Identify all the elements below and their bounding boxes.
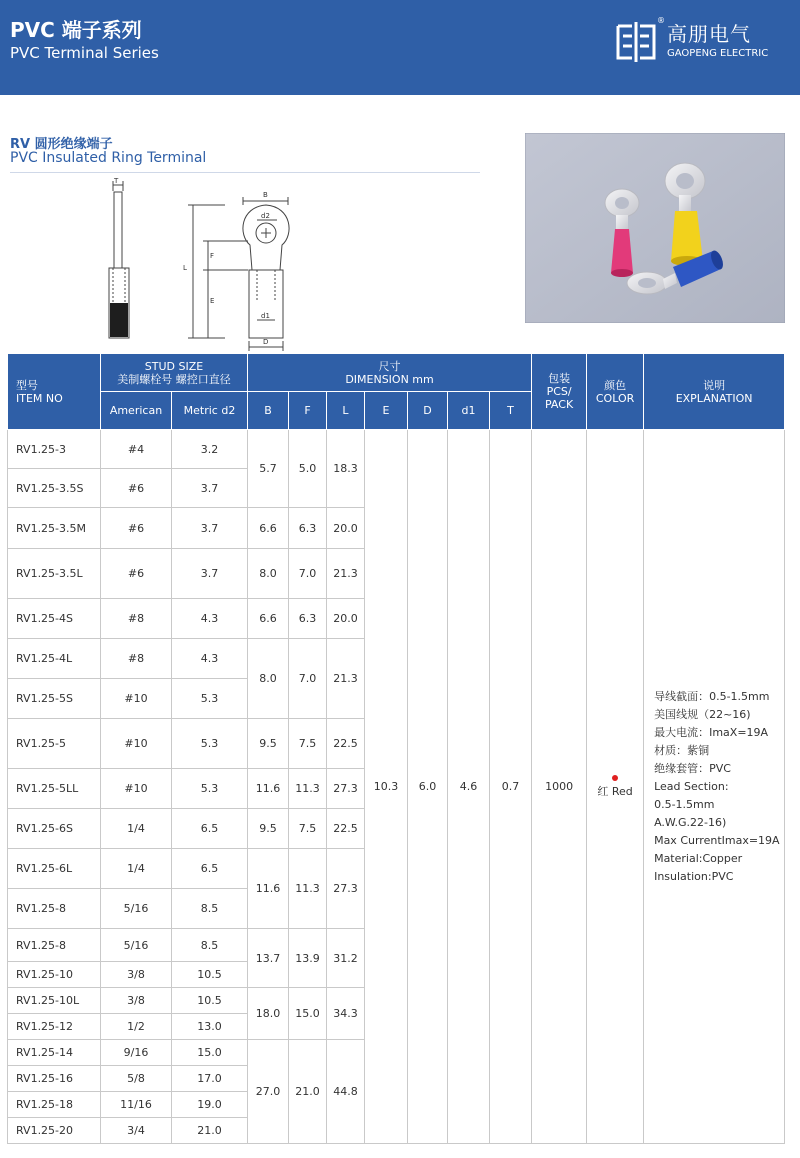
cell-metric: 13.0 (172, 1014, 248, 1040)
cell-item: RV1.25-16 (8, 1066, 101, 1092)
header-dimension (248, 354, 532, 392)
header-item-no (8, 354, 101, 430)
header-item-en: ITEM NO (16, 391, 63, 405)
color-label: 红 Red (597, 785, 633, 798)
cell-metric: 17.0 (172, 1066, 248, 1092)
header-american: American (101, 392, 172, 430)
header-pack-en1: PCS/ (546, 385, 572, 398)
header-expl-en: EXPLANATION (675, 391, 753, 405)
cell-item: RV1.25-5S (8, 679, 101, 719)
cell-B: 18.0 (248, 988, 289, 1040)
label-L: L (183, 264, 187, 272)
expl-line: 美国线规（22~16) (654, 707, 751, 721)
cell-american: 5/8 (101, 1066, 172, 1092)
brand (615, 18, 785, 68)
header-E: E (365, 392, 408, 430)
page-title-en: PVC Terminal Series (10, 44, 159, 62)
cell-L: 21.3 (327, 639, 365, 719)
cell-item: RV1.25-5 (8, 719, 101, 769)
cell-american: 1/4 (101, 809, 172, 849)
label-T: T (114, 177, 119, 185)
cell-F: 6.3 (289, 599, 327, 639)
cell-metric: 6.5 (172, 809, 248, 849)
spec-table (7, 353, 785, 1144)
cell-F: 11.3 (289, 769, 327, 809)
cell-F: 6.3 (289, 508, 327, 549)
cell-metric: 10.5 (172, 962, 248, 988)
cell-L: 31.2 (327, 929, 365, 988)
cell-d1: 4.6 (448, 430, 490, 1144)
cell-L: 22.5 (327, 809, 365, 849)
cell-L: 34.3 (327, 988, 365, 1040)
header-color (587, 354, 644, 430)
cell-item: RV1.25-3 (8, 430, 101, 469)
table-header (8, 354, 785, 430)
cell-metric: 3.2 (172, 430, 248, 469)
expl-line: Insulation:PVC (654, 869, 734, 883)
expl-line: 材质：紫铜 (654, 743, 710, 757)
cell-L: 44.8 (327, 1040, 365, 1144)
cell-metric: 3.7 (172, 549, 248, 599)
expl-line: Lead Section: (654, 779, 729, 793)
cell-metric: 3.7 (172, 508, 248, 549)
expl-line: Max CurrentImax=19A (654, 833, 780, 847)
cell-B: 5.7 (248, 430, 289, 508)
header-stud-cn: 美制螺栓号 螺控口直径 (117, 372, 231, 386)
cell-pack: 1000 (532, 430, 587, 1144)
cell-B: 13.7 (248, 929, 289, 988)
cell-american: #6 (101, 508, 172, 549)
table-row (8, 430, 785, 469)
label-d2: d2 (261, 212, 270, 220)
cell-item: RV1.25-4L (8, 639, 101, 679)
cell-american: #8 (101, 639, 172, 679)
cell-F: 13.9 (289, 929, 327, 988)
expl-line: 最大电流：ImaX=19A (654, 725, 769, 739)
cell-american: 3/8 (101, 962, 172, 988)
cell-B: 8.0 (248, 639, 289, 719)
header-pack-cn: 包装 (548, 372, 571, 385)
cell-F: 7.0 (289, 639, 327, 719)
gaopeng-logo-icon (615, 20, 657, 64)
header-color-cn: 颜色 (604, 378, 627, 392)
product-photo (525, 133, 785, 323)
cell-item: RV1.25-3.5S (8, 469, 101, 508)
page-title-cn: PVC 端子系列 (10, 18, 142, 42)
cell-E: 10.3 (365, 430, 408, 1144)
cell-american: 3/4 (101, 1118, 172, 1144)
cell-T: 0.7 (490, 430, 532, 1144)
cell-L: 20.0 (327, 508, 365, 549)
cell-item: RV1.25-18 (8, 1092, 101, 1118)
brand-name-en: GAOPENG ELECTRIC (667, 48, 769, 59)
cell-L: 18.3 (327, 430, 365, 508)
cell-item: RV1.25-3.5M (8, 508, 101, 549)
cell-metric: 5.3 (172, 679, 248, 719)
cell-L: 22.5 (327, 719, 365, 769)
cell-L: 21.3 (327, 549, 365, 599)
header-stud-en: STUD SIZE (144, 359, 204, 373)
cell-metric: 8.5 (172, 929, 248, 962)
table-body (8, 430, 785, 1144)
cell-american: #8 (101, 599, 172, 639)
cell-american: #6 (101, 549, 172, 599)
section-title-cn: RV 圆形绝缘端子 (10, 137, 113, 152)
header-explanation (644, 354, 785, 430)
cell-american: 1/2 (101, 1014, 172, 1040)
cell-metric: 19.0 (172, 1092, 248, 1118)
cell-american: #10 (101, 679, 172, 719)
label-B: B (263, 191, 268, 199)
cell-american: #10 (101, 719, 172, 769)
expl-line: Material:Copper (654, 851, 743, 865)
terminal-dimension-drawing (0, 175, 300, 355)
cell-F: 7.5 (289, 719, 327, 769)
expl-line: 绝缘套管：PVC (654, 761, 731, 775)
header-d1: d1 (448, 392, 490, 430)
cell-metric: 8.5 (172, 889, 248, 929)
cell-metric: 6.5 (172, 849, 248, 889)
cell-D: 6.0 (408, 430, 448, 1144)
cell-metric: 5.3 (172, 719, 248, 769)
header-expl-cn: 说明 (703, 378, 726, 392)
header-pack (532, 354, 587, 430)
cell-F: 7.5 (289, 809, 327, 849)
cell-F: 7.0 (289, 549, 327, 599)
cell-american: #10 (101, 769, 172, 809)
label-E: E (210, 297, 215, 305)
expl-line: A.W.G.22-16) (654, 815, 727, 829)
cell-item: RV1.25-20 (8, 1118, 101, 1144)
cell-metric: 5.3 (172, 769, 248, 809)
cell-B: 6.6 (248, 508, 289, 549)
cell-L: 20.0 (327, 599, 365, 639)
label-F: F (210, 252, 215, 260)
header-dim-en: DIMENSION mm (345, 372, 434, 386)
header-banner (0, 0, 800, 95)
header-F: F (289, 392, 327, 430)
cell-item: RV1.25-10L (8, 988, 101, 1014)
cell-american: 11/16 (101, 1092, 172, 1118)
cell-metric: 4.3 (172, 639, 248, 679)
cell-american: #6 (101, 469, 172, 508)
cell-L: 27.3 (327, 769, 365, 809)
registered-mark: ® (657, 16, 665, 25)
cell-item: RV1.25-8 (8, 929, 101, 962)
cell-item: RV1.25-4S (8, 599, 101, 639)
cell-B: 6.6 (248, 599, 289, 639)
section-divider (10, 172, 480, 173)
header-T: T (490, 392, 532, 430)
cell-metric: 4.3 (172, 599, 248, 639)
cell-metric: 15.0 (172, 1040, 248, 1066)
cell-B: 8.0 (248, 549, 289, 599)
label-D: D (263, 338, 269, 346)
cell-american: 3/8 (101, 988, 172, 1014)
cell-item: RV1.25-6L (8, 849, 101, 889)
cell-american: 5/16 (101, 929, 172, 962)
cell-item: RV1.25-5LL (8, 769, 101, 809)
expl-line: 0.5-1.5mm (654, 797, 715, 811)
cell-item: RV1.25-10 (8, 962, 101, 988)
cell-american: 9/16 (101, 1040, 172, 1066)
cell-item: RV1.25-3.5L (8, 549, 101, 599)
cell-american: 1/4 (101, 849, 172, 889)
cell-color (587, 430, 644, 1144)
expl-line: 导线截面：0.5-1.5mm (654, 689, 770, 703)
header-pack-en2: PACK (545, 398, 574, 411)
cell-metric: 3.7 (172, 469, 248, 508)
section-title-en: PVC Insulated Ring Terminal (10, 150, 207, 166)
header-dim-cn: 尺寸 (378, 359, 401, 373)
cell-american: #4 (101, 430, 172, 469)
red-color-dot (612, 775, 618, 781)
cell-F: 5.0 (289, 430, 327, 508)
cell-L: 27.3 (327, 849, 365, 929)
brand-name-cn: 高朋电气 (667, 22, 751, 46)
cell-B: 27.0 (248, 1040, 289, 1144)
header-L: L (327, 392, 365, 430)
cell-B: 9.5 (248, 719, 289, 769)
cell-item: RV1.25-8 (8, 889, 101, 929)
cell-B: 11.6 (248, 849, 289, 929)
cell-F: 15.0 (289, 988, 327, 1040)
cell-B: 9.5 (248, 809, 289, 849)
cell-american: 5/16 (101, 889, 172, 929)
header-stud-size (101, 354, 248, 392)
cell-item: RV1.25-12 (8, 1014, 101, 1040)
header-color-en: COLOR (595, 391, 635, 405)
header-item-cn: 型号 (16, 378, 38, 392)
cell-metric: 10.5 (172, 988, 248, 1014)
cell-explanation (644, 430, 785, 1144)
cell-item: RV1.25-14 (8, 1040, 101, 1066)
cell-B: 11.6 (248, 769, 289, 809)
header-metric: Metric d2 (172, 392, 248, 430)
cell-metric: 21.0 (172, 1118, 248, 1144)
cell-item: RV1.25-6S (8, 809, 101, 849)
header-D: D (408, 392, 448, 430)
label-d1: d1 (261, 312, 270, 320)
cell-F: 11.3 (289, 849, 327, 929)
header-B: B (248, 392, 289, 430)
cell-F: 21.0 (289, 1040, 327, 1144)
